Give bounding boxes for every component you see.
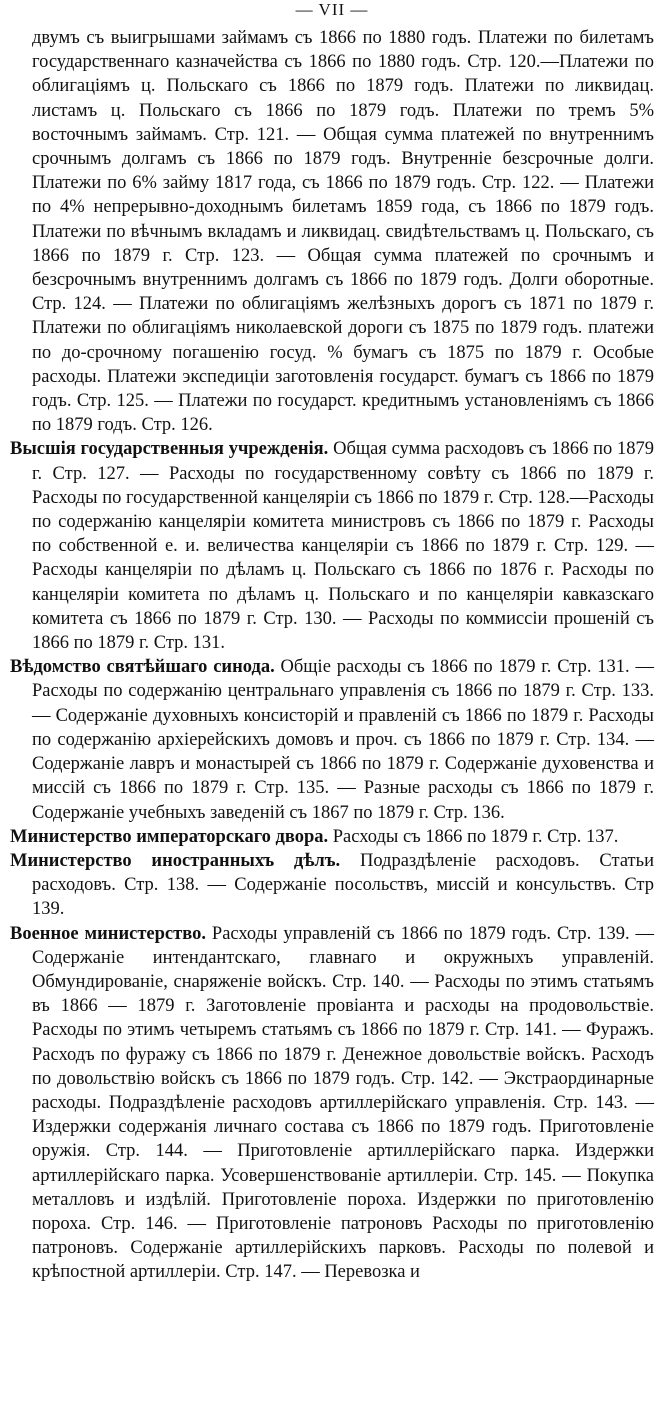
paragraph-text: Расходы съ 1866 по 1879 г. Стр. 137.	[332, 826, 619, 847]
paragraph-text: Расходы управленій съ 1866 по 1879 годъ. Стр. 139. — Содержаніе интендантскаго, главнаго и окружныхъ управленій. Обмундированіе, снаряженіе войскъ. Стр. 140. — Расходы по этимъ статьямъ въ 1866 — 1879 г. Заготовленіе провіанта и расходы на продовольствіе. Расходы по этимъ четыремъ статьямъ съ 1866 по 1879 г. Стр. 141. — Фуражъ. Расходъ по фуражу съ 1866 по 1879 г. Денежное довольствіе войскъ. Расходъ по довольствію войскъ съ 1866 по 1879 годъ. Стр. 142. — Экстраординарные расходы. Подраздѣленіе расходовъ артиллерійскаго управленія. Стр. 143. — Издержки содержанія личнаго состава съ 1866 по 1879 годъ. Приготовленіе оружія. Стр. 144. — Приготовленіе артиллерійскаго парка. Издержки артиллерійскаго парка. Усовершенствованіе артиллеріи. Стр. 145. — Покупка металловъ и издѣлій. Приготовленіе пороха. Издержки по приготовленію пороха. Стр. 146. — Приготовленіе патроновъ Расходы по приготовленію патроновъ. Содержаніе артиллерійскихъ парковъ. Расходы по полевой и крѣпостной артиллеріи. Стр. 147. — Перевозка и	[32, 923, 655, 1283]
paragraph-debt-payments	[10, 26, 654, 437]
paragraph-text: двумъ съ выигрышами займамъ съ 1866 по 1880 годъ. Платежи по билетамъ государственнаго казначейства съ 1866 по 1880 годъ. Стр. 120.—Платежи по облигаціямъ ц. Польскаго съ 1866 по 1879 годъ. Платежи по ликвидац. листамъ ц. Польскаго съ 1866 по 1879 годъ. Платежи по тремъ 5% восточнымъ займамъ. Стр. 121. — Общая сумма платежей по внутреннимъ срочнымъ долгамъ съ 1866 по 1879 годъ. Внутреннiе безсрочные долги. Платежи по 6% займу 1817 года, съ 1866 по 1879 годъ. Стр. 122. — Платежи по 4% непрерывно-доходнымъ билетамъ 1859 года, съ 1866 по 1879 годъ. Платежи по вѣчнымъ вкладамъ и ликвидац. свидѣтельствамъ ц. Польскаго, съ 1866 по 1879 г. Стр. 123. — Общая сумма платежей по срочнымъ и безсрочнымъ внутреннимъ долгамъ съ 1866 по 1879 годъ. Долги оборотные. Стр. 124. — Платежи по облигаціямъ желѣзныхъ дорогъ съ 1871 по 1879 г. Платежи по облигаціямъ николаевской дороги съ 1875 по 1879 годъ. платежи по до-срочному погашенію госуд. % бумагъ съ 1875 по 1879 г. Особые расходы. Платежи экспедиціи заготовленія государст. бумагъ съ 1866 по 1879 годъ. Стр. 125. — Платежи по государст. кредитнымъ установленіямъ съ 1866 по 1879 годъ. Стр. 126.	[32, 28, 654, 436]
page-number: — VII —	[295, 0, 369, 19]
section-heading: Министерство императорскаго двора.	[10, 826, 329, 847]
section-heading: Высшія государственныя учрежденія.	[10, 439, 329, 460]
section-heading: Министерство иностранныхъ дѣлъ.	[10, 850, 341, 871]
paragraph-foreign-affairs	[10, 849, 654, 922]
paragraph-text: Общіе расходы съ 1866 по 1879 г. Стр. 131. — Расходы по содержанію центральнаго управленія съ 1866 по 1879 г. Стр. 133. — Содержаніе духовныхъ консисторій и правленій съ 1866 по 1879 г. Расходы по содержанію архіерейскихъ домовъ и проч. съ 1866 по 1879 г. Стр. 134. — Содержаніе лавръ и монастырей съ 1866 по 1879 г. Содержаніе духовенства и миссій съ 1866 по 1879 г. Стр. 135. — Разные расходы съ 1866 по 1879 г. Содержаніе учебныхъ заведеній съ 1867 по 1879 г. Стр. 136.	[32, 657, 654, 823]
paragraph-higher-institutions	[10, 437, 654, 655]
paragraph-holy-synod	[10, 655, 654, 824]
paragraph-war-ministry	[10, 922, 654, 1285]
paragraph-text: Подраздѣленіе расходовъ. Статьи расходовъ. Стр. 138. — Содержаніе посольствъ, миссій и консульствъ. Стр 139.	[32, 850, 654, 920]
section-heading: Военное министерство.	[10, 923, 206, 944]
paragraph-text: Общая сумма расходовъ съ 1866 по 1879 г. Стр. 127. — Расходы по государственному совѣту съ 1866 по 1879 г. Расходы по государственной канцеляріи съ 1866 по 1879 г. Стр. 128.—Расходы по содержанію канцеляріи комитета министровъ съ 1866 по 1879 г. Расходы по собственной е. и. величества канцеляріи съ 1866 по 1879 г. Стр. 129. — Расходы канцеляріи по дѣламъ ц. Польскаго съ 1866 по 1876 г. Расходы по канцеляріи комитета по дѣламъ ц. Польскаго и по канцеляріи кавказскаго комитета съ 1866 по 1879 г. Стр. 130. — Расходы по коммиссіи прошеній съ 1866 по 1879 г. Стр. 131.	[32, 439, 654, 654]
section-heading: Вѣдомство святѣйшаго синода.	[10, 657, 275, 678]
paragraph-imperial-court	[10, 825, 654, 849]
